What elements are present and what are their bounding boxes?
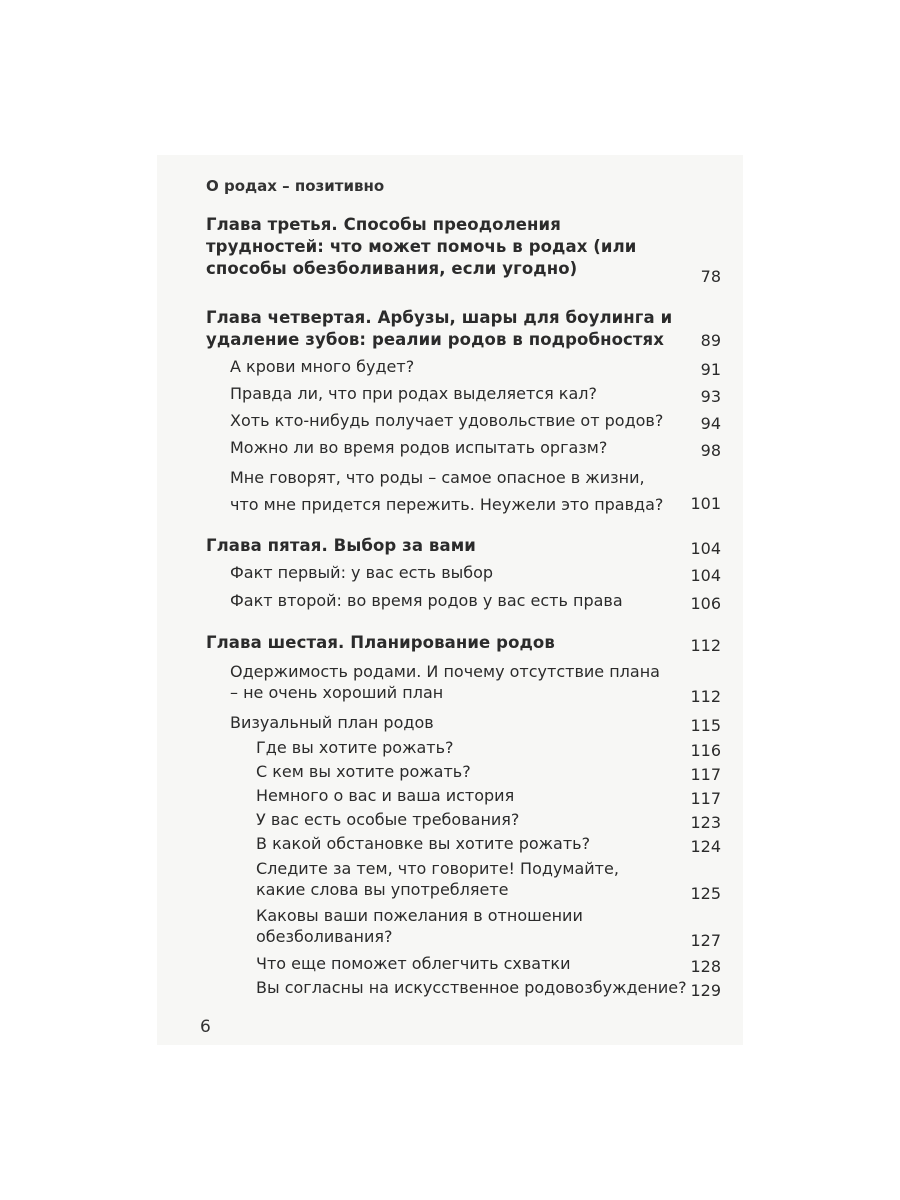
toc-page-number: 117 <box>690 765 721 784</box>
toc-page-number: 112 <box>690 636 721 655</box>
toc-subsection: Немного о вас и ваша история <box>256 786 515 805</box>
toc-page-number: 91 <box>700 360 721 379</box>
toc-page-number: 93 <box>700 387 721 406</box>
toc-section <box>230 661 660 703</box>
toc-chapter-6: Глава шестая. Планирование родов <box>206 633 555 652</box>
toc-page-number: 106 <box>690 594 721 613</box>
toc-page-number: 104 <box>690 566 721 585</box>
toc-section: Факт первый: у вас есть выбор <box>230 563 494 582</box>
toc-page-number: 94 <box>700 414 721 433</box>
toc-subsection: В какой обстановке вы хотите рожать? <box>256 834 591 853</box>
toc-entry-title: Глава третья. Способы преодоления трудностей: что может помочь в родах (или способы обезболивания, если угодно) <box>206 215 637 278</box>
toc-page-number: 101 <box>690 494 721 513</box>
toc-page-number: 127 <box>690 931 721 950</box>
toc-page-number: 89 <box>700 331 721 350</box>
toc-subsection <box>256 905 586 947</box>
toc-chapter-3 <box>206 214 666 280</box>
toc-page-number: 128 <box>690 957 721 976</box>
toc-page-number: 124 <box>690 837 721 856</box>
toc-page-number: 98 <box>700 441 721 460</box>
toc-subsection: Что еще поможет облегчить схватки <box>256 954 571 973</box>
toc-section: Правда ли, что при родах выделяется кал? <box>230 384 597 403</box>
toc-subsection: Вы согласны на искусственное родовозбуждение? <box>256 978 687 997</box>
toc-subsection <box>256 858 646 900</box>
toc-entry-title: Одержимость родами. И почему отсутствие плана – не очень хороший план <box>230 662 660 702</box>
toc-section: Факт второй: во время родов у вас есть права <box>230 591 623 610</box>
toc-page-number: 129 <box>690 981 721 1000</box>
toc-subsection: С кем вы хотите рожать? <box>256 762 471 781</box>
toc-page-number: 104 <box>690 539 721 558</box>
toc-entry-title: Глава четвертая. Арбузы, шары для боулинга и удаление зубов: реалии родов в подробностях <box>206 308 673 349</box>
toc-section: Можно ли во время родов испытать оргазм? <box>230 438 608 457</box>
toc-subsection: Где вы хотите рожать? <box>256 738 454 757</box>
running-head: О родах – позитивно <box>206 177 385 195</box>
toc-page-number: 117 <box>690 789 721 808</box>
toc-chapter-5: Глава пятая. Выбор за вами <box>206 536 476 555</box>
toc-page-number: 115 <box>690 716 721 735</box>
toc-page-number: 78 <box>700 267 721 286</box>
page-folio: 6 <box>200 1017 211 1037</box>
toc-section <box>230 464 670 518</box>
toc-entry-title: Следите за тем, что говорите! Подумайте, какие слова вы употребляете <box>256 859 619 899</box>
toc-page-number: 123 <box>690 813 721 832</box>
toc-page-number: 125 <box>690 884 721 903</box>
toc-section: Визуальный план родов <box>230 713 434 732</box>
toc-section: Хоть кто-нибудь получает удовольствие от родов? <box>230 411 664 430</box>
toc-entry-title: Каковы ваши пожелания в отношении обезболивания? <box>256 906 583 946</box>
toc-subsection: У вас есть особые требования? <box>256 810 520 829</box>
toc-page-number: 116 <box>690 741 721 760</box>
toc-section: А крови много будет? <box>230 357 415 376</box>
toc-chapter-4 <box>206 307 676 351</box>
toc-entry-title: Мне говорят, что роды – самое опасное в жизни, что мне придется пережить. Неужели это правда? <box>230 468 664 514</box>
toc-page-number: 112 <box>690 687 721 706</box>
